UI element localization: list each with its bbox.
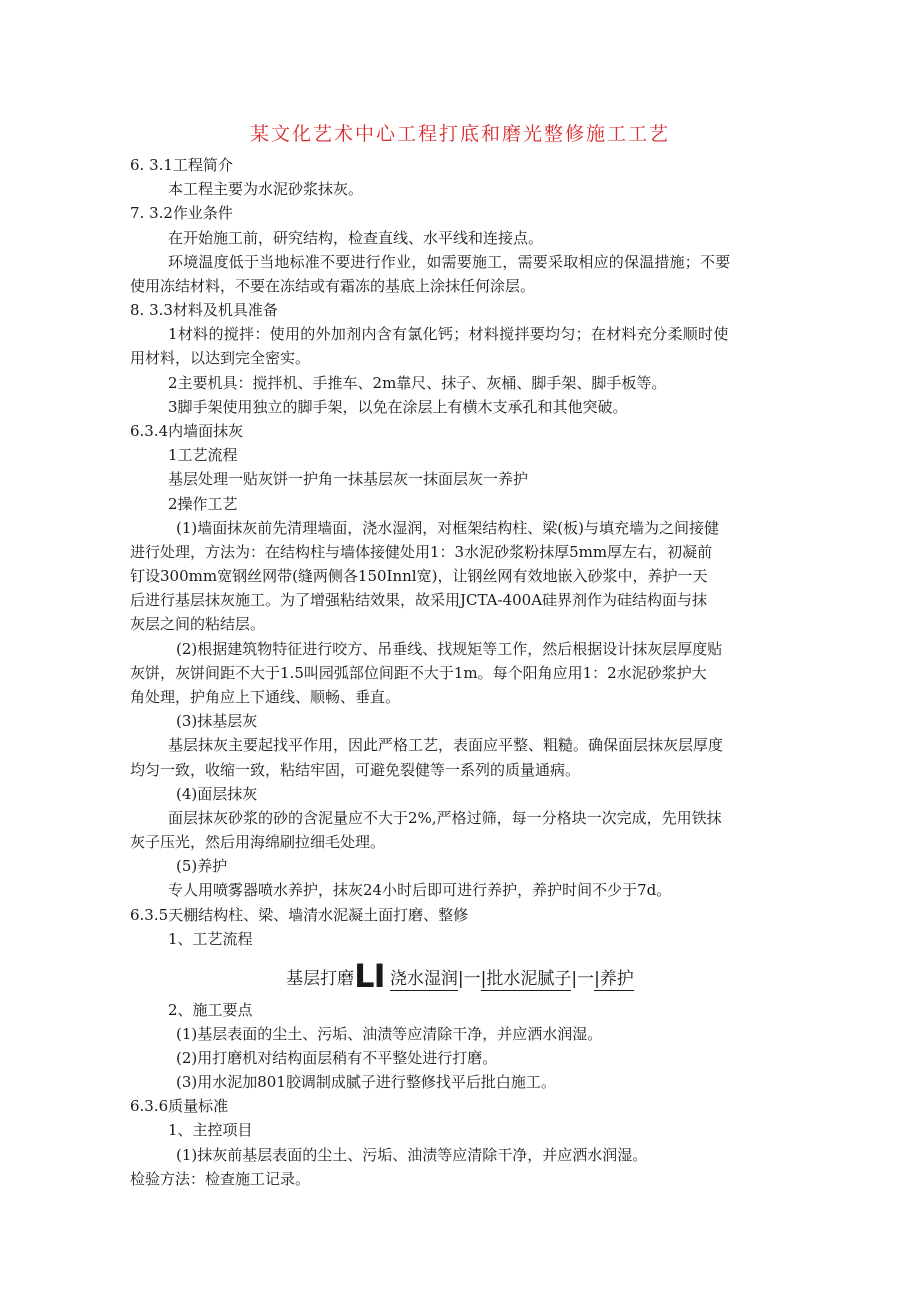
paragraph-line: 环境温度低于当地标准不要进行作业，如需要施工，需要采取相应的保温措施；不要 [168, 253, 731, 271]
paragraph-line: 灰层之间的粘结层。 [130, 615, 266, 633]
flow-dash: 一 [463, 969, 481, 989]
subheading: (4)面层抹灰 [176, 785, 258, 803]
section-heading: 8. 3.3材料及机具准备 [130, 301, 278, 319]
flow-step-grinding: 基层打磨 [286, 969, 355, 989]
flow-step-putty: |批水泥腻子 [480, 969, 572, 989]
flow-dash: 一 [577, 969, 595, 989]
paragraph-line: (1)抹灰前基层表面的尘土、污垢、油渍等应清除干净，并应洒水润湿。 [176, 1146, 648, 1164]
section-heading: 7. 3.2作业条件 [130, 204, 233, 222]
section-heading: 6.3.5天棚结构柱、梁、墙清水泥凝土面打磨、整修 [130, 906, 469, 924]
paragraph-line: 基层处理一贴灰饼一护角一抹基层灰一抹面层灰一养护 [168, 470, 529, 488]
paragraph-line: 1工艺流程 [168, 446, 238, 464]
paragraph-line: 灰饼，灰饼间距不大于1.5叫园弧部位间距不大于1m。每个阳角应用1：2水泥砂浆护大 [130, 664, 707, 682]
paragraph-line: (1)墙面抹灰前先清理墙面，浇水湿润，对框架结构柱、梁(板)与填充墙为之间接健 [176, 519, 719, 537]
paragraph-line: 钉设300mm宽钢丝网带(缝两侧各150Innl宽)，让钢丝网有效地嵌入砂浆中，养护一天 [130, 567, 708, 585]
paragraph-line: 面层抹灰砂浆的砂的含泥量应不大于2%,严格过筛，每一分格块一次完成，先用铁抹 [168, 809, 722, 827]
paragraph-line: (2)根据建筑物特征进行咬方、吊垂线、找规矩等工作，然后根据设计抹灰层厚度贴 [176, 640, 723, 658]
flow-arrow-mark: LI [354, 957, 385, 995]
paragraph-line: 进行处理，方法为：在结构柱与墙体接健处用1：3水泥砂浆粉抹厚5mm厚左右，初凝前 [130, 543, 713, 561]
paragraph-line: (2)用打磨机对结构面层稍有不平整处进行打磨。 [176, 1049, 498, 1067]
section-heading: 6.3.4内墙面抹灰 [130, 422, 244, 440]
paragraph-line: 用材料，以达到完全密实。 [130, 349, 311, 367]
subheading: 1、工艺流程 [168, 930, 253, 948]
paragraph-line: 本工程主要为水泥砂浆抹灰。 [168, 180, 364, 198]
subheading: 2、施工要点 [168, 1001, 253, 1019]
paragraph-line: (3)用水泥加801胶调制成腻子进行整修找平后批白施工。 [176, 1073, 556, 1091]
paragraph-line: 使用冻结材料，不要在冻结或有霜冻的基底上涂抹任何涂层。 [130, 277, 536, 295]
paragraph-line: 后进行基层抹灰施工。为了增强粘结效果，故采用JCTA-400A硅界剂作为硅结构面与抹 [130, 591, 708, 609]
subheading: 1、主控项目 [168, 1121, 253, 1139]
paragraph-line: 在开始施工前，研究结构，检查直线、水平线和连接点。 [168, 229, 544, 247]
paragraph-line: 3脚手架使用独立的脚手架，以免在涂层上有横木支承孔和其他突破。 [168, 398, 628, 416]
section-heading: 6. 3.1工程简介 [130, 156, 233, 174]
section-heading: 6.3.6质量标准 [130, 1097, 229, 1115]
paragraph-line: 灰子压光，然后用海绵刷拉细毛处理。 [130, 833, 386, 851]
document-title: 某文化艺术中心工程打底和磨光整修施工工艺 [249, 123, 670, 145]
paragraph-line: 均匀一致，收缩一致，粘结牢固，可避免裂健等一系列的质量通病。 [130, 761, 581, 779]
subheading: (5)养护 [176, 857, 228, 875]
flow-separator: | [457, 969, 464, 989]
paragraph-line: 专人用喷雾器喷水养护，抹灰24小时后即可进行养护，养护时间不少于7d。 [168, 881, 672, 899]
flow-step-curing: |养护 [594, 969, 634, 989]
paragraph-line: 角处理，护角应上下通线、顺畅、垂直。 [130, 688, 401, 706]
subheading: (3)抹基层灰 [176, 712, 258, 730]
paragraph-line: 1材料的搅拌：使用的外加剂内含有氯化钙；材料搅拌要均匀；在材料充分柔顺时使 [168, 325, 729, 343]
paragraph-line: 2操作工艺 [168, 495, 238, 513]
paragraph-line: 2主要机具：搅拌机、手推车、2m靠尺、抹子、灰桶、脚手架、脚手板等。 [168, 374, 667, 392]
process-flow [0, 957, 920, 995]
flow-step-wetting: 浇水湿润 [389, 969, 458, 989]
paragraph-line: 检验方法：检查施工记录。 [130, 1170, 311, 1188]
paragraph-line: (1)基层表面的尘土、污垢、油渍等应清除干净，并应洒水润湿。 [176, 1025, 603, 1043]
paragraph-line: 基层抹灰主要起找平作用，因此严格工艺，表面应平整、粗糙。确保面层抹灰层厚度 [168, 736, 724, 754]
flow-separator: | [571, 969, 578, 989]
